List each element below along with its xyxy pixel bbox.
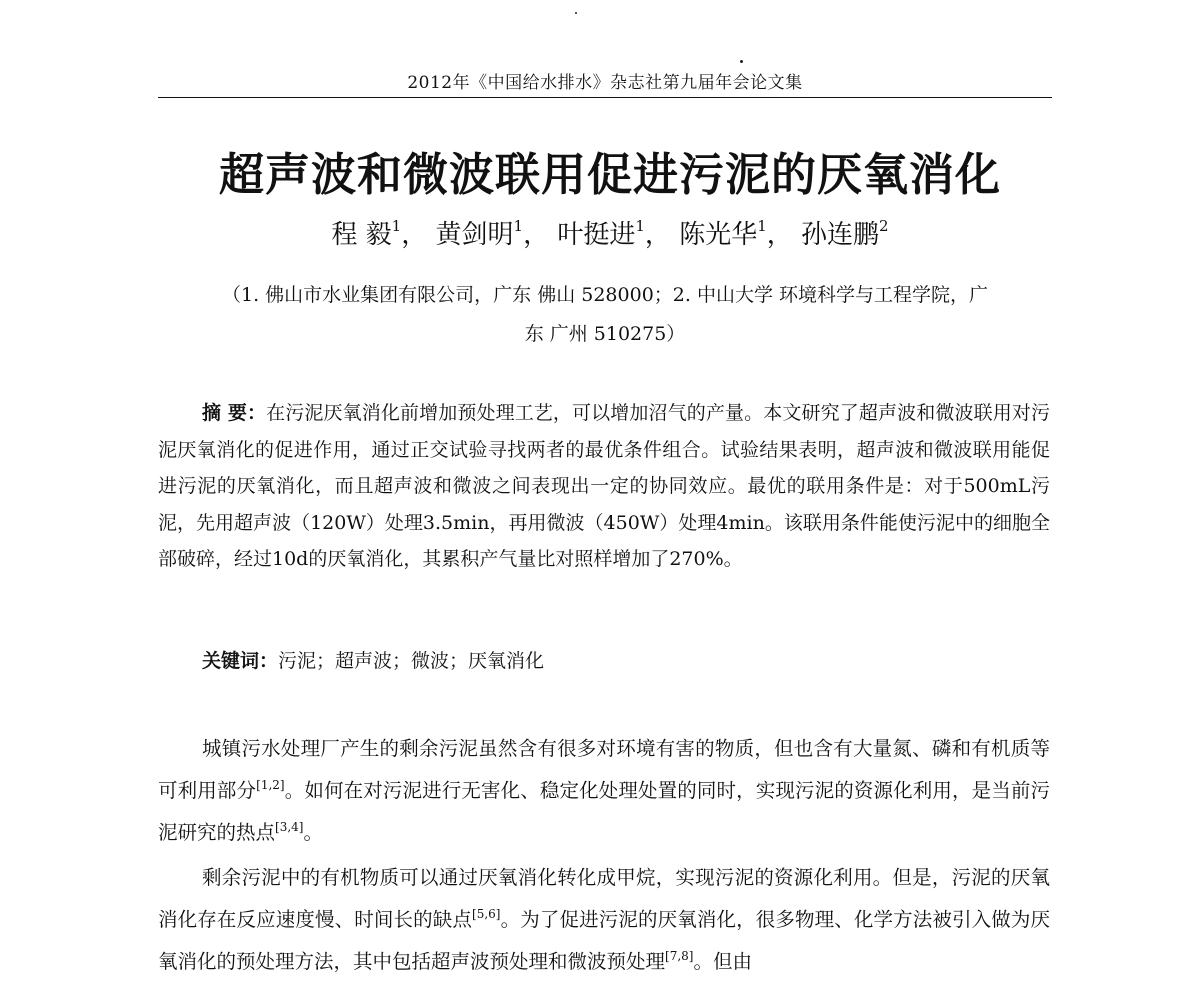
abstract xyxy=(158,395,1050,578)
author-name: 陈光华 xyxy=(679,220,758,250)
author-separator: ， xyxy=(523,220,550,250)
author-list xyxy=(120,214,1100,251)
body-text-run: 。如何在对污泥进行无害化、稳定化处理处置的同时，实现污泥的资源化利用，是当前污泥研究的热点 xyxy=(158,779,1050,844)
author-separator: ， xyxy=(401,220,428,250)
keywords xyxy=(202,646,1050,673)
header-rule xyxy=(158,97,1052,98)
author-separator: ， xyxy=(766,220,793,250)
author-affiliation-mark: 1 xyxy=(757,217,767,235)
author-affiliation-mark: 1 xyxy=(513,217,524,235)
author-affiliation-mark: 2 xyxy=(879,217,889,235)
author-name: 叶挺进 xyxy=(557,220,636,250)
author-name: 孙连鹏 xyxy=(801,220,880,250)
author-name: 黄剑明 xyxy=(435,220,514,250)
citation: [7,8] xyxy=(665,949,694,963)
body-text xyxy=(158,730,1050,988)
citation: [3,4] xyxy=(275,820,304,834)
paper-title: 超声波和微波联用促进污泥的厌氧消化 xyxy=(218,148,1001,201)
keywords-label: 关键词： xyxy=(202,650,279,672)
scan-speck xyxy=(740,60,743,63)
author-affiliation-mark: 1 xyxy=(635,217,645,235)
author-affiliation-mark: 1 xyxy=(391,217,402,235)
body-paragraph xyxy=(158,730,1050,851)
scan-speck xyxy=(575,12,577,14)
abstract-label: 摘 要： xyxy=(202,402,267,424)
author-separator: ， xyxy=(644,220,671,250)
affiliation-line: 东 广州 510275） xyxy=(524,323,686,345)
keywords-text: 污泥；超声波；微波；厌氧消化 xyxy=(278,650,545,672)
running-header: 2012年《中国给水排水》杂志社第九届年会论文集 xyxy=(407,73,803,93)
abstract-text: 在污泥厌氧消化前增加预处理工艺，可以增加沼气的产量。本文研究了超声波和微波联用对污泥厌氧消化的促进作用，通过正交试验寻找两者的最优条件组合。试验结果表明，超声波和微波联用能促进污泥的厌氧消化，而且超声波和微波之间表现出一定的协同效应。最优的联用条件是：对于500mL污泥，先用超声波（120W）处理3.5min，再用微波（450W）处理4min。该联用条件能使污泥中的细胞全部破碎，经过10d的厌氧消化，其累积产气量比对照样增加了270%。 xyxy=(158,402,1050,570)
citation: [5,6] xyxy=(472,907,501,921)
body-text-run: 剩余污泥中的有机物质可以通过厌氧消化转化成甲烷，实现污泥的资源化利用。但是，污泥的厌氧消化存在反应速度慢、时间长的缺点 xyxy=(158,866,1050,931)
citation: [1,2] xyxy=(256,778,285,792)
body-text-run: 。 xyxy=(303,821,323,844)
affiliations xyxy=(160,276,1050,354)
body-text-run: 城镇污水处理厂产生的剩余污泥虽然含有很多对环境有害的物质，但也含有大量氮、磷和有机质等可利用部分 xyxy=(158,737,1050,802)
body-text-run: 。为了促进污泥的厌氧消化，很多物理、化学方法被引入做为厌氧消化的预处理方法，其中包括超声波预处理和微波预处理 xyxy=(158,908,1050,973)
body-text-run: 。但由 xyxy=(693,950,752,973)
body-paragraph xyxy=(158,859,1050,980)
author-name: 程 毅 xyxy=(331,220,392,250)
affiliation-line: （1. 佛山市水业集团有限公司，广东 佛山 528000；2. 中山大学 环境科学与工程学院，广 xyxy=(222,284,988,306)
